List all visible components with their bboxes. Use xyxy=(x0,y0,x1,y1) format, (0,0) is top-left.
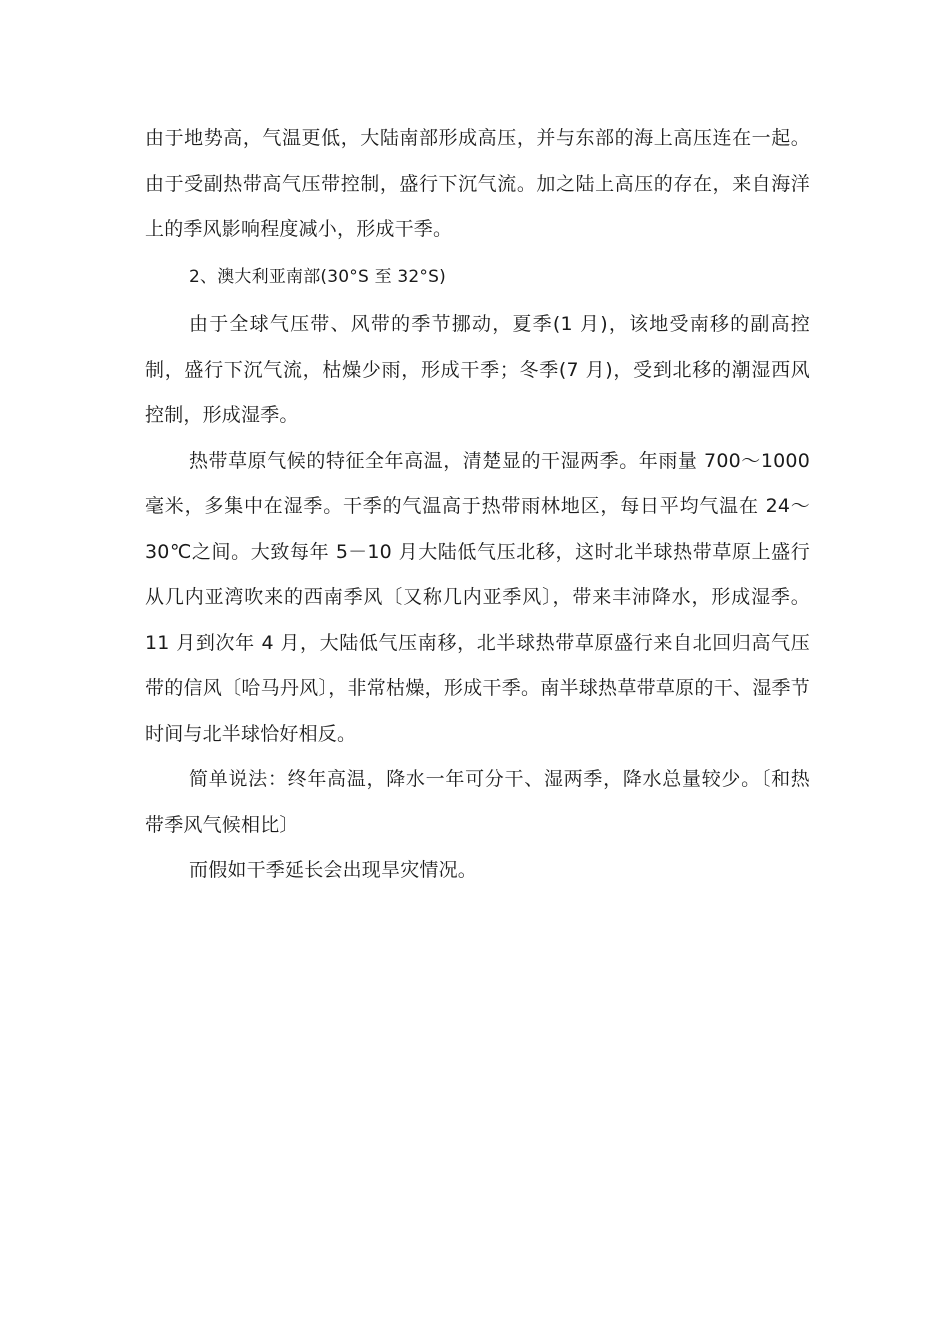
paragraph-summary: 简单说法：终年高温，降水一年可分干、湿两季，降水总量较少。〔和热带季风气候相比〕 xyxy=(145,768,810,836)
document-body xyxy=(145,116,810,894)
section-heading: 2、澳大利亚南部(30°S 至 32°S) xyxy=(189,266,446,287)
paragraph-savanna-climate: 热带草原气候的特征全年高温，清楚显的干湿两季。年雨量 700～1000 毫米，多集中在湿季。干季的气温高于热带雨林地区，每日平均气温在 24～30℃之间。大致每年 5－10 月大陆低气压北移，这时北半球热带草原上盛行从几内亚湾吹来的西南季风〔又称几内亚季风〕，带来丰沛降水，形成湿季。11 月到次年 4 月，大陆低气压南移，北半球热带草原盛行来自北回归高气压带的信风〔哈马丹风〕，非常枯燥，形成干季。南半球热草带草原的干、湿季节时间与北半球恰好相反。 xyxy=(145,449,810,745)
paragraph-continuation: 由于地势高，气温更低，大陆南部形成高压，并与东部的海上高压连在一起。由于受副热带高气压带控制，盛行下沉气流。加之陆上高压的存在，来自海洋上的季风影响程度减小，形成干季。 xyxy=(145,127,810,240)
paragraph-southern-australia: 由于全球气压带、风带的季节挪动，夏季(1 月)，该地受南移的副高控制，盛行下沉气流，枯燥少雨，形成干季；冬季(7 月)，受到北移的潮湿西风控制，形成湿季。 xyxy=(145,313,810,426)
paragraph-drought: 而假如干季延长会出现旱灾情况。 xyxy=(189,859,478,881)
